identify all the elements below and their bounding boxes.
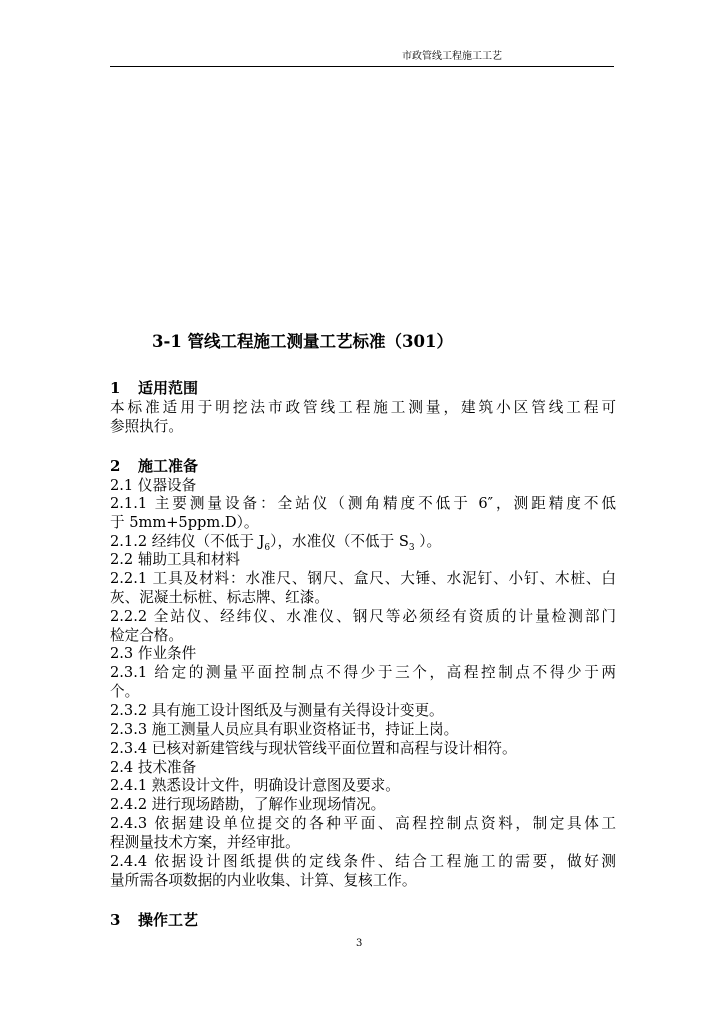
section-title: 操作工艺 bbox=[138, 911, 199, 929]
document-title: 3-1 管线工程施工测量工艺标准（301） bbox=[152, 332, 453, 351]
body-line: 检定合格。 bbox=[110, 627, 183, 644]
body-line: 于 5mm+5ppm.D）。 bbox=[110, 514, 259, 531]
subsection-heading: 2.1 仪器设备 bbox=[110, 477, 197, 494]
body-line: 2.4.3 依据建设单位提交的各种平面、高程控制点资料，制定具体工 bbox=[110, 815, 616, 832]
section-number: 2 bbox=[110, 457, 121, 475]
text-run: ）。 bbox=[414, 533, 442, 550]
section-number: 1 bbox=[110, 379, 121, 397]
body-line: 2.4.4 依据设计图纸提供的定线条件、结合工程施工的需要，做好测 bbox=[110, 853, 616, 870]
page-number: 3 bbox=[356, 938, 363, 949]
subsection-heading: 2.4 技术准备 bbox=[110, 759, 197, 776]
subsection-heading: 2.2 辅助工具和材料 bbox=[110, 551, 241, 568]
section-heading-1 bbox=[110, 378, 198, 398]
body-line: 参照执行。 bbox=[110, 418, 183, 435]
header-text: 市政管线工程施工工艺 bbox=[402, 51, 502, 62]
section-title: 适用范围 bbox=[138, 379, 199, 397]
body-line: 2.1.1 主要测量设备：全站仪（测角精度不低于 6″，测距精度不低 bbox=[110, 495, 616, 512]
body-line: 灰、泥凝土标桩、标志牌、红漆。 bbox=[110, 589, 329, 606]
body-line: 2.2.2 全站仪、经纬仪、水准仪、钢尺等必须经有资质的计量检测部门 bbox=[110, 608, 616, 625]
body-line: 量所需各项数据的内业收集、计算、复核工作。 bbox=[110, 872, 417, 889]
page-header bbox=[110, 50, 614, 67]
text-run: 2.1.2 经纬仪（不低于 J bbox=[110, 533, 265, 550]
body-line: 本标准适用于明挖法市政管线工程施工测量，建筑小区管线工程可 bbox=[110, 399, 616, 416]
body-line: 个。 bbox=[110, 683, 140, 700]
body-line: 2.2.1 工具及材料：水准尺、钢尺、盒尺、大锤、水泥钉、小钉、木桩、白 bbox=[110, 570, 616, 587]
section-heading-2 bbox=[110, 456, 198, 476]
body-line: 程测量技术方案，并经审批。 bbox=[110, 834, 300, 851]
body-line: 2.3.4 已核对新建管线与现状管线平面位置和高程与设计相符。 bbox=[110, 740, 517, 757]
section-heading-3 bbox=[110, 910, 198, 930]
text-run: ），水准仪（不低于 S bbox=[270, 533, 409, 550]
section-number: 3 bbox=[110, 911, 121, 929]
body-line: 2.3.2 具有施工设计图纸及与测量有关得设计变更。 bbox=[110, 702, 444, 719]
subscript: 3 bbox=[408, 542, 415, 553]
body-line: 2.4.1 熟悉设计文件，明确设计意图及要求。 bbox=[110, 777, 400, 794]
section-title: 施工准备 bbox=[138, 457, 199, 475]
body-line: 2.3.1 给定的测量平面控制点不得少于三个，高程控制点不得少于两 bbox=[110, 664, 616, 681]
body-line: 2.4.2 进行现场踏勘，了解作业现场情况。 bbox=[110, 796, 386, 813]
subsection-heading: 2.3 作业条件 bbox=[110, 645, 197, 662]
body-line: 2.3.3 施工测量人员应具有职业资格证书，持证上岗。 bbox=[110, 721, 459, 738]
subscript: 6 bbox=[264, 542, 271, 553]
